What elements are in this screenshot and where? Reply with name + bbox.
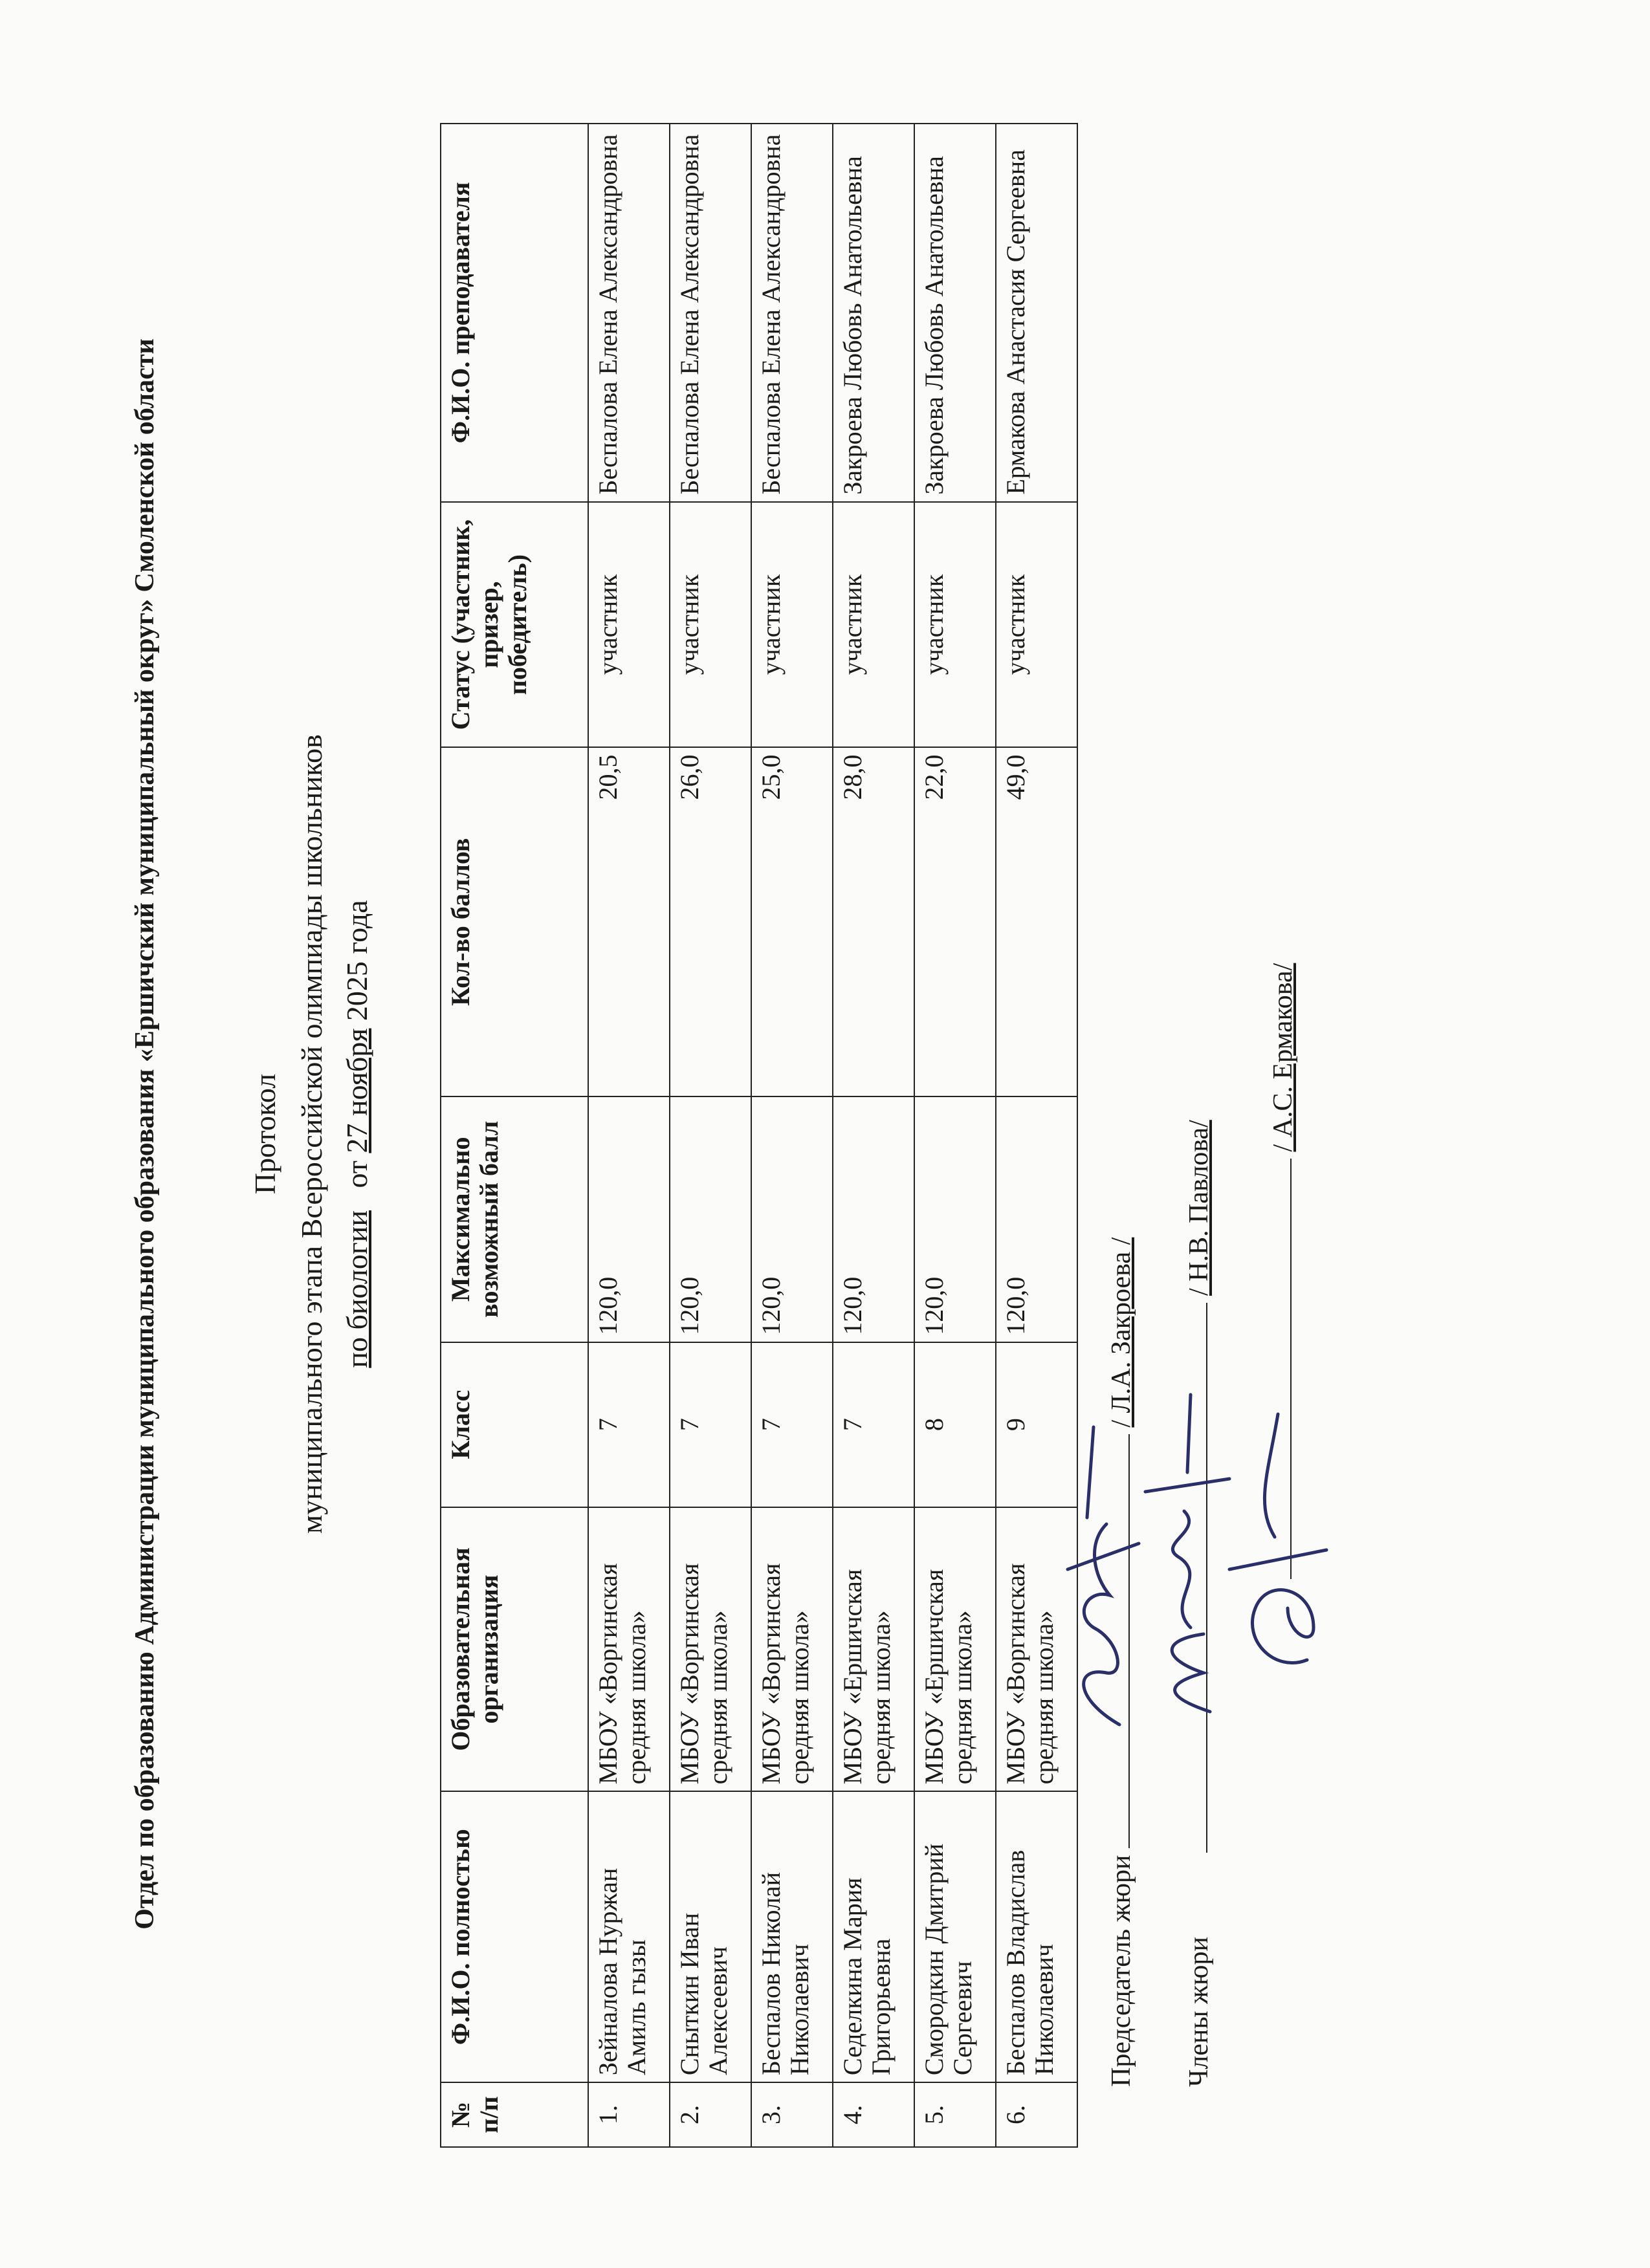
date-prefix: от (340, 1161, 373, 1188)
subject: по биологии (340, 1210, 373, 1368)
cell-full-name: Беспалов Владислав Николаевич (996, 1791, 1077, 2082)
cell-status: участник (833, 502, 914, 748)
cell-status: участник (914, 502, 996, 748)
cell-max-score: 120,0 (751, 1096, 833, 1342)
signature-blank (1100, 1434, 1130, 1848)
header-max-score: Максимально возможный балл (441, 1096, 588, 1342)
cell-grade: 8 (914, 1342, 996, 1507)
cell-score: 49,0 (996, 747, 1077, 1096)
member2-signature-line (1262, 963, 1301, 1579)
cell-organization: МБОУ «Ершичская средняя школа» (914, 1507, 996, 1792)
cell-full-name: Смородкин Дмитрий Сергеевич (914, 1791, 996, 2082)
cell-organization: МБОУ «Воргинская средняя школа» (751, 1507, 833, 1792)
cell-max-score: 120,0 (914, 1096, 996, 1342)
members-label: Члены жюри (1184, 1937, 1214, 2087)
cell-teacher: Ермакова Анастасия Сергеевна (996, 124, 1077, 502)
signature-blank (1262, 1159, 1292, 1579)
cell-organization: МБОУ «Воргинская средняя школа» (588, 1507, 670, 1792)
protocol-subtitle: муниципального этапа Всероссийской олимпиады школьников (295, 734, 328, 1534)
chair-label: Председатель жюри (1106, 1855, 1136, 2087)
protocol-title: Протокол (248, 1073, 281, 1195)
cell-organization: МБОУ «Воргинская средняя школа» (996, 1507, 1077, 1792)
cell-number: 4. (833, 2082, 914, 2147)
header-number: № п/п (441, 2082, 588, 2147)
cell-grade: 9 (996, 1342, 1077, 1507)
cell-max-score: 120,0 (588, 1096, 670, 1342)
cell-grade: 7 (751, 1342, 833, 1507)
cell-max-score: 120,0 (833, 1096, 914, 1342)
header-grade: Класс (441, 1342, 588, 1507)
cell-full-name: Беспалов Николай Николаевич (751, 1791, 833, 2082)
cell-grade: 7 (588, 1342, 670, 1507)
department-header: Отдел по образованию Администрации муниципального образования «Ершичский муниципальный округ» Смоленской области (130, 338, 160, 1930)
cell-score: 28,0 (833, 747, 914, 1096)
cell-max-score: 120,0 (996, 1096, 1077, 1342)
cell-grade: 7 (670, 1342, 751, 1507)
cell-full-name: Сныткин Иван Алексеевич (670, 1791, 751, 2082)
member2-name: / А.С. Ермакова/ (1268, 963, 1298, 1152)
cell-organization: МБОУ «Ершичская средняя школа» (833, 1507, 914, 1792)
header-teacher: Ф.И.О. преподавателя (441, 124, 588, 502)
chair-name: / Л.А. Закроева / (1106, 1237, 1136, 1428)
cell-status: участник (588, 502, 670, 748)
header-score: Кол-во баллов (441, 747, 588, 1096)
cell-status: участник (670, 502, 751, 748)
cell-teacher: Беспалова Елена Александровна (588, 124, 670, 502)
table-row (996, 124, 1077, 2147)
date-suffix: 2025 года (340, 900, 373, 1021)
cell-grade: 7 (833, 1342, 914, 1507)
cell-full-name: Седелкина Мария Григорьевна (833, 1791, 914, 2082)
cell-organization: МБОУ «Воргинская средняя школа» (670, 1507, 751, 1792)
cell-number: 1. (588, 2082, 670, 2147)
table-header-row (441, 124, 588, 2147)
table-row (588, 124, 670, 2147)
table-row (670, 124, 751, 2147)
cell-score: 22,0 (914, 747, 996, 1096)
cell-full-name: Зейналова Нуржан Амиль гызы (588, 1791, 670, 2082)
cell-status: участник (996, 502, 1077, 748)
cell-status: участник (751, 502, 833, 748)
protocol-subject-date (338, 78, 377, 2190)
cell-score: 25,0 (751, 747, 833, 1096)
cell-number: 2. (670, 2082, 751, 2147)
cell-teacher: Беспалова Елена Александровна (751, 124, 833, 502)
chair-signature-line (1100, 1238, 1139, 2087)
cell-teacher: Закроева Любовь Анатольевна (833, 124, 914, 502)
header-full-name: Ф.И.О. полностью (441, 1791, 588, 2082)
cell-max-score: 120,0 (670, 1096, 751, 1342)
signature-blank (1178, 1303, 1207, 1853)
cell-score: 26,0 (670, 747, 751, 1096)
cell-teacher: Закроева Любовь Анатольевна (914, 124, 996, 502)
table-row (751, 124, 833, 2147)
date: 27 ноября (340, 1028, 373, 1153)
results-table (440, 123, 1078, 2148)
member1-signature-line (1178, 1120, 1217, 2087)
cell-number: 3. (751, 2082, 833, 2147)
table-row (914, 124, 996, 2147)
cell-score: 20,5 (588, 747, 670, 1096)
cell-number: 6. (996, 2082, 1077, 2147)
member1-name: / Н.В. Павлова/ (1184, 1120, 1214, 1296)
header-organization: Образовательная организация (441, 1507, 588, 1792)
header-status: Статус (участник, призер, победитель) (441, 502, 588, 748)
table-row (833, 124, 914, 2147)
cell-teacher: Беспалова Елена Александровна (670, 124, 751, 502)
cell-number: 5. (914, 2082, 996, 2147)
